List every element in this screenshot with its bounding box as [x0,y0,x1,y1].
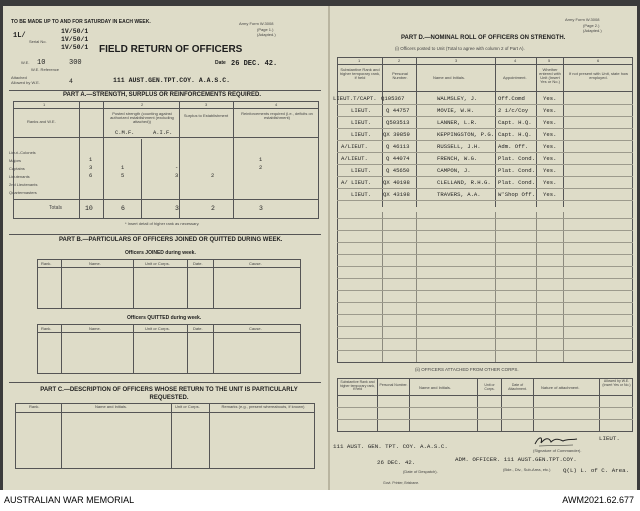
officer-1-appointment: Off.Comd [498,95,525,102]
officer-3-number: Q503513 [386,119,410,126]
officer-6-number: Q 44074 [386,155,410,162]
totals-we: 10 [85,205,93,212]
army-form-left-adapted: (Adapted.) [257,32,276,37]
joined-col-cause: Cause. [249,261,262,266]
joined-title: Officers JOINED during week. [125,250,196,256]
officer-4-rank: LIEUT. [351,131,372,138]
part-d-title: PART D.—NOMINAL ROLL OF OFFICERS ON STRENGTH. [401,35,566,41]
serial-prefix: 1L/ [13,32,26,40]
centre-fold [328,6,330,490]
part-c-title: PART C.—DESCRIPTION OF OFFICERS WHOSE RETURN TO THE UNIT IS PARTICULARLY REQUESTED. [40,387,298,401]
we-label: W.E. [21,60,30,65]
quitted-col-cause: Cause. [249,326,262,331]
officer-2-appointment: 2 i/c/Coy [498,107,529,114]
signature-appointment: ADM. OFFICER. 111 AUST.GEN.TPT.COY. [455,456,577,463]
totals-aif: 3 [175,205,179,212]
accession-number: AWM2021.62.677 [562,495,634,505]
officer-5-name: RUSSELL, J.H. [437,143,481,150]
officer-2-number: Q 44757 [386,107,410,114]
signature-rank: LIEUT. [599,435,620,442]
officer-9-rank: LIEUT. [351,191,372,198]
we-reference-label: W.E. Reference [31,67,60,72]
attached-label: Attached [11,75,27,80]
officer-6-rank: A/LIEUT. [341,155,368,162]
part-d-col-rank: Substantive Rank and higher temporary rank, if held [339,67,381,80]
army-form-left: Army Form W.3008 [239,21,274,26]
army-form-right-adapted: (Adapted.) [583,28,602,33]
captains-reinforcements: 2 [259,165,263,171]
part-d-col-1: 1 [358,58,361,63]
officer-8-rank: A/ LIEUT. [341,179,372,186]
majors-we: 1 [89,157,93,163]
signature-appointment-caption: (Bde., Div., Sub-Area, etc.) [503,467,551,472]
lieutenants-we: 6 [89,173,93,179]
officer-3-rank: LIEUT. [351,119,372,126]
officer-9-number: QX 43198 [383,191,410,198]
officer-7-appointment: Plat. Cond. [498,167,535,174]
part-d-col-3: 3 [455,58,458,63]
rank-lieut-colonels: Lieut.-Colonels [9,150,36,155]
officer-4-appointment: Capt. H.Q. [498,131,532,138]
officer-6-present: Yes. [543,155,557,162]
commander-signature [533,434,579,448]
unit-name: 111 AUST.GEN.TPT.COY. A.A.S.C. [113,77,231,84]
attached-col-number: Personal Number. [379,383,408,387]
part-c-col-remarks: Remarks (e.g., present whereabouts, if known) [221,404,305,409]
part-d-col-appointment: Appointment. [503,75,527,80]
we-reference-number: 300 [69,59,82,67]
part-d-col-6: 6 [597,58,600,63]
joined-col-rank: Rank. [41,261,52,266]
officer-8-appointment: Plat. Cond. [498,179,535,186]
army-form-left-page: (Page 1.) [257,27,274,32]
captains-aif: - [175,165,179,171]
lieutenants-aif: 3 [175,173,179,179]
part-c-col-name: Name and Initials. [95,404,128,409]
signature-caption: (Signature of Commander). [533,448,582,453]
rank-quartermasters: Quartermasters [9,190,37,195]
quitted-col-rank: Rank. [41,326,52,331]
part-a-col-reinforcements: Reinforcements required (i.e., deficits on establishment) [241,111,313,120]
serial-code-3: 1V/50/1 [61,44,89,51]
totals-surplus: 2 [211,205,215,212]
form-sheet [3,6,637,490]
part-a-col-3: 3 [205,102,208,107]
serial-label: Serial No. [29,39,47,44]
officer-1-number: Q105367 [381,95,405,102]
officer-3-appointment: Capt. H.Q. [498,119,532,126]
quitted-col-name: Name. [89,326,101,331]
part-d-col-number: Personal Number. [392,71,408,80]
part-a-col-posted: Posted strength (counting against authorized establishment (excluding attached)) [110,111,174,124]
we-prefix: 10 [37,59,46,67]
allowed-value: 4 [69,78,73,85]
print-note: Govt. Printer, Brisbane. [383,481,420,485]
army-form-right-page: (Page 2.) [583,23,600,28]
part-d-col-4: 4 [514,58,517,63]
lieutenants-cmf: 5 [121,173,125,179]
part-c-col-rank: Rank. [29,404,40,409]
joined-col-date: Date. [193,261,203,266]
part-a-sub-cmf: C.M.F. [115,130,135,136]
part-d-col-5: 5 [548,58,551,63]
quitted-title: Officers QUITTED during week. [127,315,202,321]
serial-code-2: 1V/50/1 [61,36,89,43]
officer-3-present: Yes. [543,119,557,126]
quitted-col-unit: Unit or Corps. [145,326,170,331]
part-a-col-4: 4 [275,102,278,107]
majors-reinforcements: 1 [259,157,263,163]
totals-cmf: 6 [121,205,125,212]
lieutenants-surplus: 2 [211,173,215,179]
weekly-note: TO BE MADE UP TO AND FOR SATURDAY IN EACH WEEK. [11,19,151,25]
date-value: 26 DEC. 42. [231,60,278,68]
caption-bar [0,490,640,511]
signature-unit-line: 111 AUST. GEN. TPT. COY. A.A.S.C. [333,443,448,450]
officer-4-number: QX 39859 [383,131,410,138]
officer-1-rank: LIEUT.T/CAPT. [333,95,377,102]
part-b-title: PART B.—PARTICULARS OF OFFICERS JOINED OR QUITTED DURING WEEK. [59,237,283,243]
signature-location: Q(L) L. of C. Area. [563,467,630,474]
attached-col-date: Date of Attachment. [508,383,527,391]
section-i-heading: (i) Officers posted to Unit (Total to agree with column 2 of Part A). [395,46,525,51]
signature-date-caption: (Date of Despatch). [403,469,438,474]
part-d-col-2: 2 [398,58,401,63]
part-d-col-name: Name and Initials. [433,75,466,80]
officer-2-present: Yes. [543,107,557,114]
part-a-sub-aif: A.I.F. [153,130,173,136]
officer-5-appointment: Adm. Off. [498,143,529,150]
joined-col-name: Name. [89,261,101,266]
part-a-title: PART A.—STRENGTH, SURPLUS OR REINFORCEMENTS REQUIRED. [63,92,262,98]
part-a-col-2: 2 [141,102,144,107]
officer-6-appointment: Plat. Cond. [498,155,535,162]
part-a-col-1: 1 [43,102,46,107]
officer-6-name: FRENCH, W.G. [437,155,478,162]
officer-7-name: CAMPON, J. [437,167,471,174]
officer-2-rank: LIEUT. [351,107,372,114]
signature-date: 26 DEC. 42. [377,459,416,466]
officer-4-name: KEPPINGSTON, P.G. [437,131,495,138]
officer-5-present: Yes. [543,143,557,150]
officer-7-number: Q 45650 [386,167,410,174]
part-c-col-unit: Unit or Corps. [175,404,200,409]
part-d-col-employed: If not present with Unit, state how employed. [568,71,629,80]
serial-code-1: 1V/50/1 [61,28,89,35]
part-a-col-surplus: Surplus to Establishment [183,113,229,118]
officer-9-name: TRAVERS, A.A. [437,191,481,198]
attached-col-allowed: Allowed by W.E. (Insert Yes or No.) [602,379,631,387]
officer-9-appointment: W'Shop Off. [498,191,535,198]
rank-lieutenants: Lieutenants [9,174,30,179]
rank-2nd-lieutenants: 2nd Lieutenants [9,182,38,187]
allowed-label: Allowed by W.E. [11,80,40,85]
rank-captains: Captains [9,166,25,171]
joined-col-unit: Unit or Corps. [145,261,170,266]
totals-reinforcements: 3 [259,205,263,212]
date-label: Date [215,60,226,66]
section-ii-heading: (ii) OFFICERS ATTACHED FROM OTHER CORPS. [415,367,519,372]
officer-5-rank: A/LIEUT. [341,143,368,150]
officer-8-name: CLELLAND, R.H.G. [437,179,491,186]
form-title: FIELD RETURN OF OFFICERS [99,44,243,55]
officer-8-number: QX 40198 [383,179,410,186]
army-form-right: Army Form W.3008 [565,17,600,22]
attached-col-nature: Nature of attachment. [541,385,580,390]
part-a-col-ranks: Ranks and W.E. [27,119,56,124]
officer-7-present: Yes. [543,167,557,174]
rank-majors: Majors [9,158,22,163]
officer-9-present: Yes. [543,191,557,198]
attached-col-unit: Unit or Corps. [484,383,495,391]
officer-2-name: MOVIE, W.H. [437,107,474,114]
attached-col-name: Name and Initials. [419,385,452,390]
part-a-footnote: * Insert detail of higher rank as necessary. [125,221,200,226]
quitted-col-date: Date. [193,326,203,331]
captains-we: 3 [89,165,93,171]
institution-credit: AUSTRALIAN WAR MEMORIAL [4,495,135,505]
officer-8-present: Yes. [543,179,557,186]
officer-1-present: Yes. [543,95,557,102]
officer-4-present: Yes. [543,131,557,138]
officer-3-name: LANNER, L.R. [437,119,478,126]
attached-col-rank: Substantive Rank and higher temporary rank, if held [339,380,376,391]
totals-label: Totals [49,205,63,211]
officer-5-number: Q 46113 [386,143,410,150]
captains-cmf: 1 [121,165,125,171]
officer-7-rank: LIEUT. [351,167,372,174]
part-d-col-present: Whether entered with Unit (Insert Yes or No.) [539,67,561,84]
officer-1-name: WALMSLEY, J. [437,95,478,102]
